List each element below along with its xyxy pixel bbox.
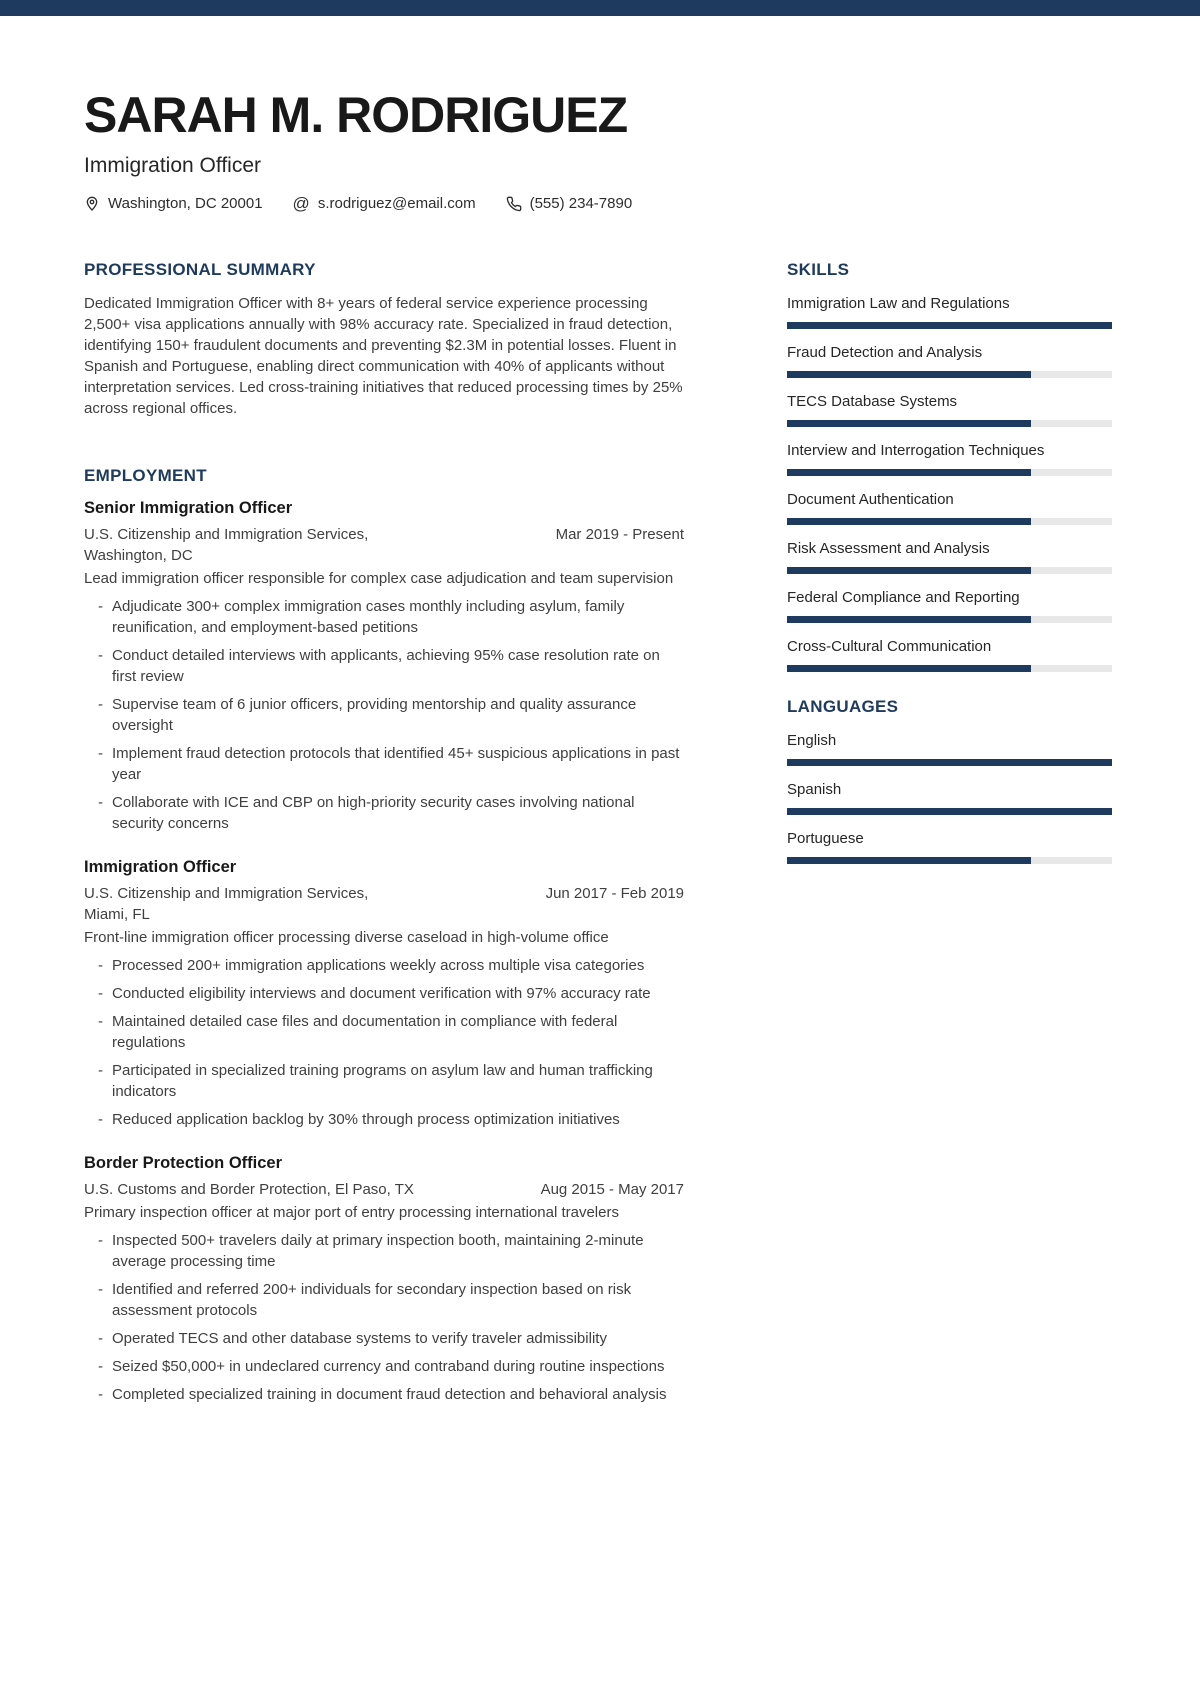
bullet-item xyxy=(84,694,684,736)
bullet-text: Implement fraud detection protocols that identified 45+ suspicious applications in past year xyxy=(112,745,680,783)
job-description: Primary inspection officer at major port of entry processing international travelers xyxy=(84,1204,619,1221)
language-bar-fill xyxy=(787,759,1112,766)
bullet-item xyxy=(84,983,684,1004)
language-bar xyxy=(787,857,1112,864)
job-entry xyxy=(84,858,684,1130)
employment-heading: EMPLOYMENT xyxy=(84,466,207,485)
bullet-dash: - xyxy=(98,598,103,615)
job-company-line1: U.S. Citizenship and Immigration Services, xyxy=(84,885,369,902)
skill-item xyxy=(787,342,1112,378)
summary-text: Dedicated Immigration Officer with 8+ years of federal service experience processing 2,500+ visa applications annually with 98% accuracy rate. Specialized in fraud detection, identifying 150+ fraudulent documents and preventing $2.3M in potential losses. Fluent in Spanish and Portuguese, enabling direct communication with 40% of applicants without interpretation services. Led cross-training initiatives that reduced processing times by 25% across regional offices. xyxy=(84,295,683,417)
job-meta xyxy=(84,1179,684,1200)
language-bar xyxy=(787,759,1112,766)
language-bar-fill xyxy=(787,808,1112,815)
bullet-item xyxy=(84,1230,684,1272)
bullet-dash: - xyxy=(98,794,103,811)
contact-email-text: s.rodriguez@email.com xyxy=(317,195,476,212)
section-employment xyxy=(84,466,684,1405)
contact-phone xyxy=(506,195,633,212)
job-company-line1: U.S. Citizenship and Immigration Services, xyxy=(84,526,369,543)
skill-bar xyxy=(787,322,1112,329)
bullet-item xyxy=(84,1279,684,1321)
contact-location-text: Washington, DC 20001 xyxy=(108,195,263,212)
bullet-item xyxy=(84,792,684,834)
language-item xyxy=(787,730,1112,766)
job-company-line1: U.S. Customs and Border Protection, El Paso, TX xyxy=(84,1181,414,1198)
bullet-dash: - xyxy=(98,1062,103,1079)
bullet-dash: - xyxy=(98,1330,103,1347)
job-bullets xyxy=(84,596,684,834)
bullet-dash: - xyxy=(98,1013,103,1030)
job-meta xyxy=(84,524,684,566)
skill-label: Interview and Interrogation Techniques xyxy=(787,442,1045,459)
bullet-dash: - xyxy=(98,1358,103,1375)
skill-bar-fill xyxy=(787,322,1112,329)
job-company xyxy=(84,883,368,925)
job-company xyxy=(84,1179,414,1200)
bullet-text: Supervise team of 6 junior officers, providing mentorship and quality assurance oversight xyxy=(112,696,637,734)
bullet-item xyxy=(84,1356,684,1377)
job-description: Lead immigration officer responsible for complex case adjudication and team supervision xyxy=(84,570,674,587)
job-meta xyxy=(84,883,684,925)
phone-icon xyxy=(506,196,522,212)
skill-label: Immigration Law and Regulations xyxy=(787,295,1010,312)
content-columns xyxy=(84,260,1112,1405)
bullet-dash: - xyxy=(98,1281,103,1298)
language-label: Portuguese xyxy=(787,830,864,847)
top-accent-bar xyxy=(0,0,1200,16)
job-description: Front-line immigration officer processing diverse caseload in high-volume office xyxy=(84,929,609,946)
contact-phone-text: (555) 234-7890 xyxy=(529,195,633,212)
skill-item xyxy=(787,489,1112,525)
bullet-dash: - xyxy=(98,985,103,1002)
skill-item xyxy=(787,636,1112,672)
job-company xyxy=(84,524,368,566)
bullet-item xyxy=(84,1109,684,1130)
skill-bar xyxy=(787,518,1112,525)
resume-page xyxy=(0,16,1200,1465)
job-entry xyxy=(84,499,684,834)
skill-item xyxy=(787,391,1112,427)
job-title: Immigration Officer xyxy=(84,858,237,876)
contact-email xyxy=(293,195,476,212)
right-column xyxy=(787,260,1112,1405)
bullet-text: Operated TECS and other database systems to verify traveler admissibility xyxy=(112,1330,607,1347)
job-dates: Mar 2019 - Present xyxy=(555,526,684,543)
bullet-item xyxy=(84,1011,684,1053)
bullet-dash: - xyxy=(98,1111,103,1128)
job-company-line2: Miami, FL xyxy=(84,906,150,923)
skill-bar-fill xyxy=(787,469,1031,476)
skill-bar xyxy=(787,420,1112,427)
contact-location xyxy=(84,195,263,212)
skill-label: TECS Database Systems xyxy=(787,393,958,410)
skill-bar-fill xyxy=(787,665,1031,672)
contact-row xyxy=(84,195,1112,212)
bullet-text: Completed specialized training in document fraud detection and behavioral analysis xyxy=(112,1386,667,1403)
skill-bar xyxy=(787,469,1112,476)
bullet-dash: - xyxy=(98,957,103,974)
section-professional-summary xyxy=(84,260,684,419)
candidate-name: SARAH M. RODRIGUEZ xyxy=(84,87,628,143)
skill-bar xyxy=(787,371,1112,378)
resume-header xyxy=(84,87,1112,213)
job-list xyxy=(84,499,684,1405)
job-bullets xyxy=(84,1230,684,1405)
skill-bar-fill xyxy=(787,518,1031,525)
job-title: Senior Immigration Officer xyxy=(84,499,293,517)
bullet-text: Collaborate with ICE and CBP on high-priority security cases involving national security concerns xyxy=(112,794,635,832)
skills-heading: SKILLS xyxy=(787,260,850,279)
job-entry xyxy=(84,1154,684,1405)
bullet-dash: - xyxy=(98,696,103,713)
skill-item xyxy=(787,440,1112,476)
skill-label: Cross-Cultural Communication xyxy=(787,638,992,655)
bullet-item xyxy=(84,596,684,638)
bullet-text: Inspected 500+ travelers daily at primary inspection booth, maintaining 2-minute average processing time xyxy=(112,1232,644,1270)
bullet-text: Maintained detailed case files and documentation in compliance with federal regulations xyxy=(112,1013,618,1051)
bullet-text: Reduced application backlog by 30% through process optimization initiatives xyxy=(112,1111,620,1128)
section-skills xyxy=(787,260,1112,672)
skill-bar xyxy=(787,616,1112,623)
bullet-item xyxy=(84,1384,684,1405)
language-item xyxy=(787,828,1112,864)
skill-bar xyxy=(787,665,1112,672)
bullet-dash: - xyxy=(98,647,103,664)
skill-label: Document Authentication xyxy=(787,491,954,508)
skill-item xyxy=(787,587,1112,623)
languages-heading: LANGUAGES xyxy=(787,697,899,716)
bullet-dash: - xyxy=(98,1386,103,1403)
skill-label: Fraud Detection and Analysis xyxy=(787,344,983,361)
job-title: Border Protection Officer xyxy=(84,1154,283,1172)
job-company-line2: Washington, DC xyxy=(84,547,193,564)
job-dates: Aug 2015 - May 2017 xyxy=(540,1181,684,1198)
email-at-icon: @ xyxy=(292,194,310,213)
bullet-dash: - xyxy=(98,1232,103,1249)
language-item xyxy=(787,779,1112,815)
skill-bar-fill xyxy=(787,371,1031,378)
skill-label: Risk Assessment and Analysis xyxy=(787,540,990,557)
bullet-text: Seized $50,000+ in undeclared currency and contraband during routine inspections xyxy=(112,1358,665,1375)
skill-bar-fill xyxy=(787,567,1031,574)
job-bullets xyxy=(84,955,684,1130)
bullet-text: Identified and referred 200+ individuals for secondary inspection based on risk assessment protocols xyxy=(112,1281,632,1319)
candidate-title: Immigration Officer xyxy=(84,154,261,177)
skill-item xyxy=(787,538,1112,574)
skill-bar-fill xyxy=(787,420,1031,427)
bullet-text: Conducted eligibility interviews and document verification with 97% accuracy rate xyxy=(112,985,651,1002)
skill-list xyxy=(787,293,1112,672)
language-bar-fill xyxy=(787,857,1031,864)
language-label: English xyxy=(787,732,837,749)
skill-item xyxy=(787,293,1112,329)
section-languages xyxy=(787,697,1112,864)
bullet-item xyxy=(84,1328,684,1349)
bullet-item xyxy=(84,743,684,785)
language-list xyxy=(787,730,1112,864)
bullet-item xyxy=(84,645,684,687)
summary-heading: PROFESSIONAL SUMMARY xyxy=(84,260,316,279)
bullet-text: Adjudicate 300+ complex immigration cases monthly including asylum, family reunification, and employment-based petitions xyxy=(112,598,625,636)
language-label: Spanish xyxy=(787,781,842,798)
bullet-item xyxy=(84,1060,684,1102)
skill-label: Federal Compliance and Reporting xyxy=(787,589,1020,606)
skill-bar xyxy=(787,567,1112,574)
bullet-item xyxy=(84,955,684,976)
language-bar xyxy=(787,808,1112,815)
location-pin-icon xyxy=(84,196,100,212)
bullet-text: Conduct detailed interviews with applicants, achieving 95% case resolution rate on first review xyxy=(112,647,660,685)
bullet-dash: - xyxy=(98,745,103,762)
job-dates: Jun 2017 - Feb 2019 xyxy=(545,885,684,902)
bullet-text: Processed 200+ immigration applications weekly across multiple visa categories xyxy=(112,957,645,974)
left-column xyxy=(84,260,684,1405)
bullet-text: Participated in specialized training programs on asylum law and human trafficking indicators xyxy=(112,1062,653,1100)
skill-bar-fill xyxy=(787,616,1031,623)
